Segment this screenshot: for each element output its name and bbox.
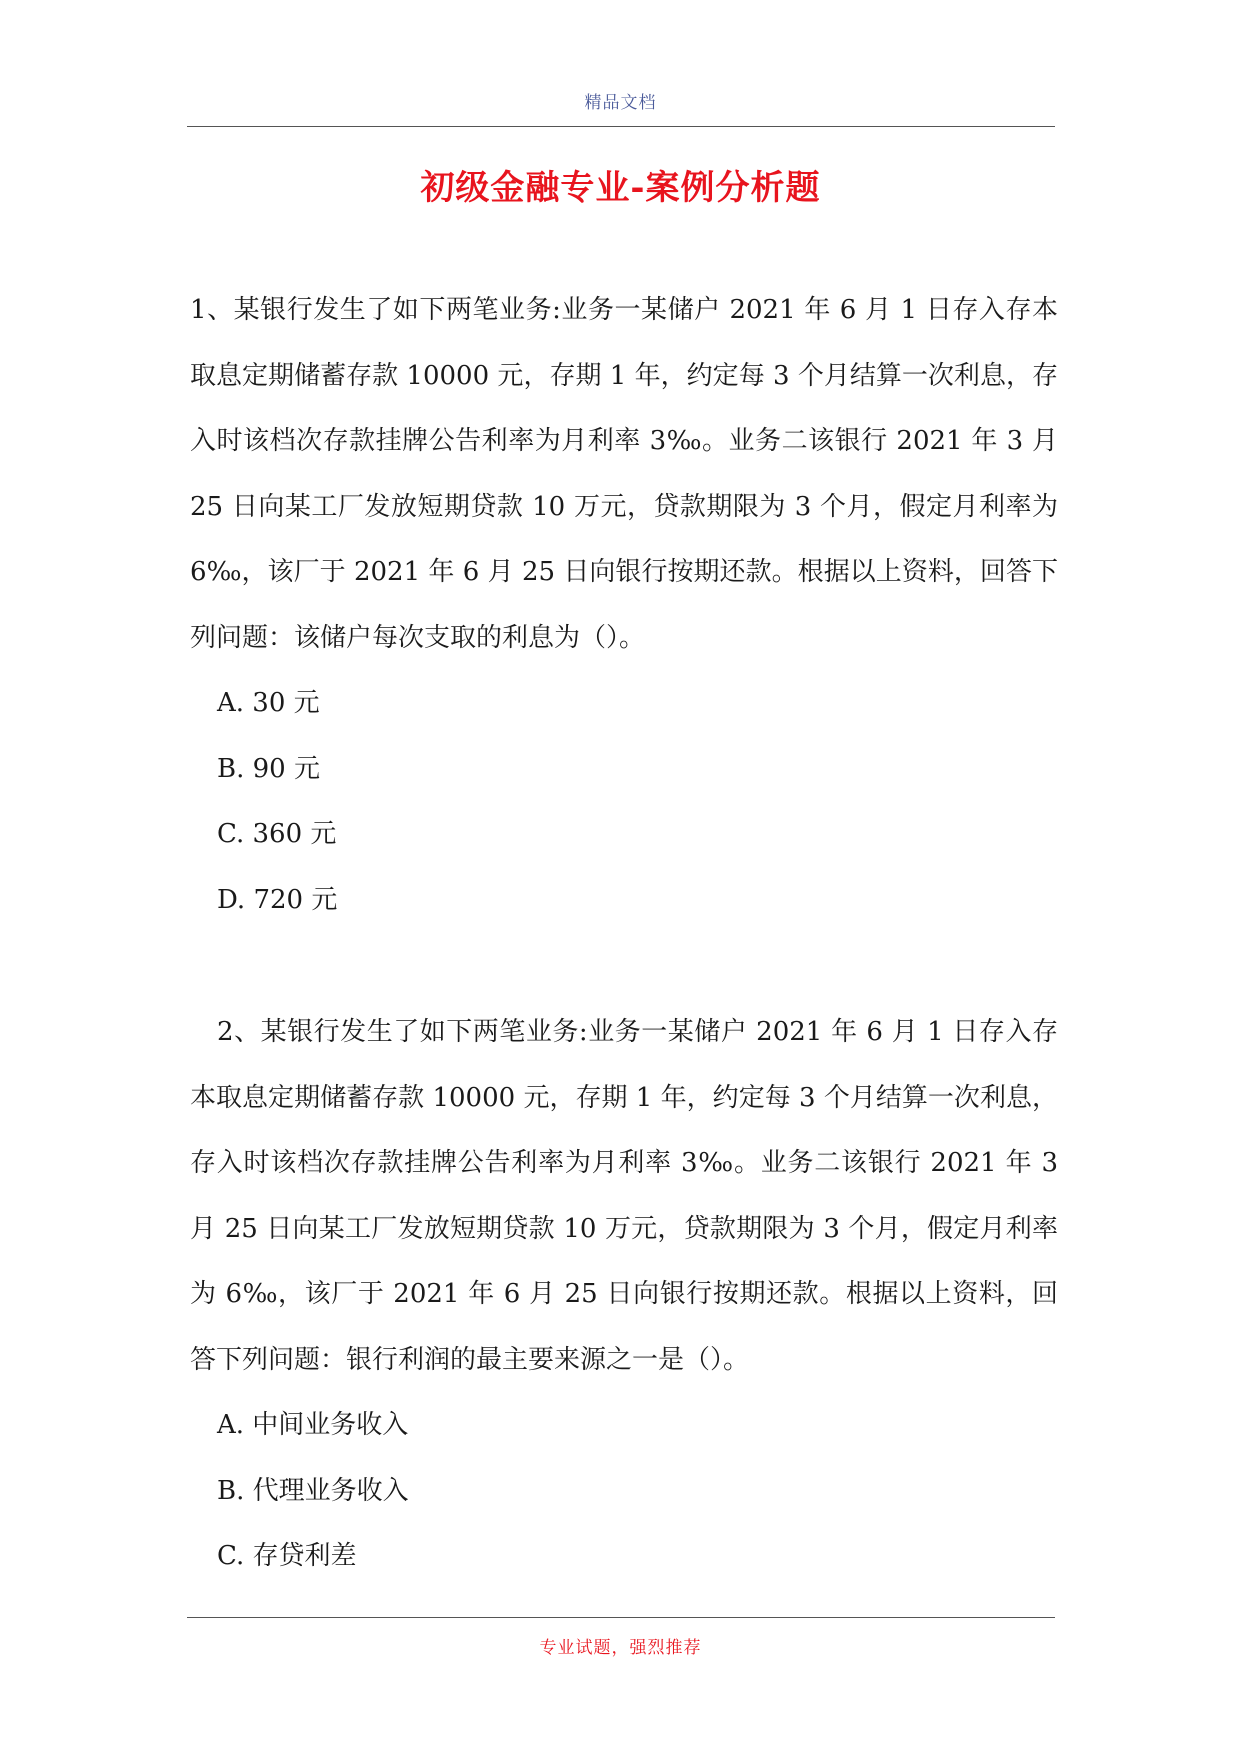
question-1-option-b: B. 90 元 bbox=[217, 753, 320, 784]
question-1 bbox=[190, 278, 1058, 933]
question-2 bbox=[190, 1000, 1058, 1590]
question-1-option-d: D. 720 元 bbox=[217, 884, 338, 915]
question-2-option-b: B. 代理业务收入 bbox=[217, 1475, 409, 1506]
page-header: 精品文档 bbox=[584, 93, 657, 113]
question-1-stem: 1、某银行发生了如下两笔业务:业务一某储户 2021 年 6 月 1 日存入存本取息定期储蓄存款 10000 元，存期 1 年，约定每 3 个月结算一次利息，存入时该档次存款挂牌公告利率为月利率 3‰。业务二该银行 2021 年 3 月 25 日向某工厂发放短期贷款 10 万元，贷款期限为 3 个月，假定月利率为 6‰，该厂于 2021 年 6 月 25 日向银行按期还款。根据以上资料，回答下列问题：该储户每次支取的利息为（）。 bbox=[190, 295, 1058, 653]
question-1-option-c: C. 360 元 bbox=[217, 819, 337, 849]
document-title: 初级金融专业-案例分析题 bbox=[420, 168, 821, 208]
question-1-option-a: A. 30 元 bbox=[217, 688, 320, 718]
page-footer: 专业试题，强烈推荐 bbox=[539, 1638, 702, 1658]
header-divider bbox=[187, 126, 1055, 127]
footer-divider bbox=[187, 1617, 1055, 1618]
question-2-option-a: A. 中间业务收入 bbox=[217, 1410, 409, 1440]
question-2-option-c: C. 存贷利差 bbox=[217, 1541, 357, 1571]
question-2-stem: 2、某银行发生了如下两笔业务:业务一某储户 2021 年 6 月 1 日存入存本取息定期储蓄存款 10000 元，存期 1 年，约定每 3 个月结算一次利息，存入时该档次存款挂牌公告利率为月利率 3‰。业务二该银行 2021 年 3 月 25 日向某工厂发放短期贷款 10 万元，贷款期限为 3 个月，假定月利率为 6‰，该厂于 2021 年 6 月 25 日向银行按期还款。根据以上资料，回答下列问题：银行利润的最主要来源之一是（）。 bbox=[190, 1017, 1058, 1375]
